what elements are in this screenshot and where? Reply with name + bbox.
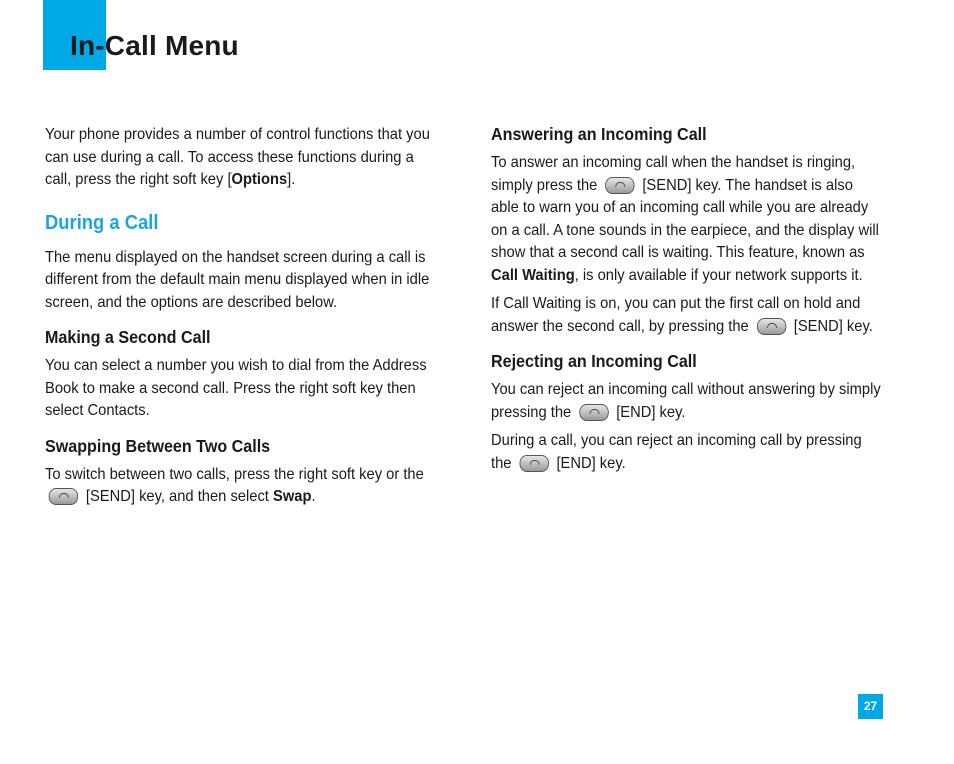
reject-call-text-1: You can reject an incoming call without answering by simply pressing the [END] key. <box>491 381 881 421</box>
page-number: 27 <box>858 694 883 719</box>
making-second-call-text: You can select a number you wish to dial from the Address Book to make a second call. Press the right soft key then select Contacts. <box>45 357 427 419</box>
during-a-call-text: The menu displayed on the handset screen during a call is different from the default main menu displayed when in idle screen, and the options are described below. <box>45 248 430 311</box>
left-column <box>45 124 445 509</box>
answering-call-text: To answer an incoming call when the handset is ringing, simply press the [SEND] key. The handset is also able to warn you of an incoming call while you are already on a call. A tone sounds in the earpiece, and the display will show that a second call is waiting. This feature, known as Call Waiting, is only available if your network supports it. <box>491 154 879 284</box>
answering-call-heading: Answering an Incoming Call <box>491 124 707 144</box>
options-key-label: Options <box>231 171 288 188</box>
swapping-calls-heading: Swapping Between Two Calls <box>45 435 271 456</box>
send-key-icon <box>605 177 634 194</box>
page-title: In-Call Menu <box>70 30 239 61</box>
intro-paragraph: Your phone provides a number of control functions that you can use during a call. To access these functions during a call, press the right soft key [Options]. <box>45 126 430 188</box>
during-a-call-heading: During a Call <box>45 211 159 234</box>
right-column <box>491 124 886 475</box>
send-key-icon <box>49 488 78 505</box>
rejecting-call-heading: Rejecting an Incoming Call <box>491 351 697 371</box>
send-key-icon <box>757 318 786 335</box>
reject-call-text-2: During a call, you can reject an incoming call by pressing the [END] key. <box>491 432 862 472</box>
end-key-icon <box>579 404 608 421</box>
swapping-calls-text: To switch between two calls, press the right soft key or the [SEND] key, and then select Swap. <box>45 465 424 505</box>
making-second-call-heading: Making a Second Call <box>45 327 211 347</box>
call-waiting-text: If Call Waiting is on, you can put the first call on hold and answer the second call, by pressing the [SEND] key. <box>491 295 873 335</box>
end-key-icon <box>519 455 548 472</box>
